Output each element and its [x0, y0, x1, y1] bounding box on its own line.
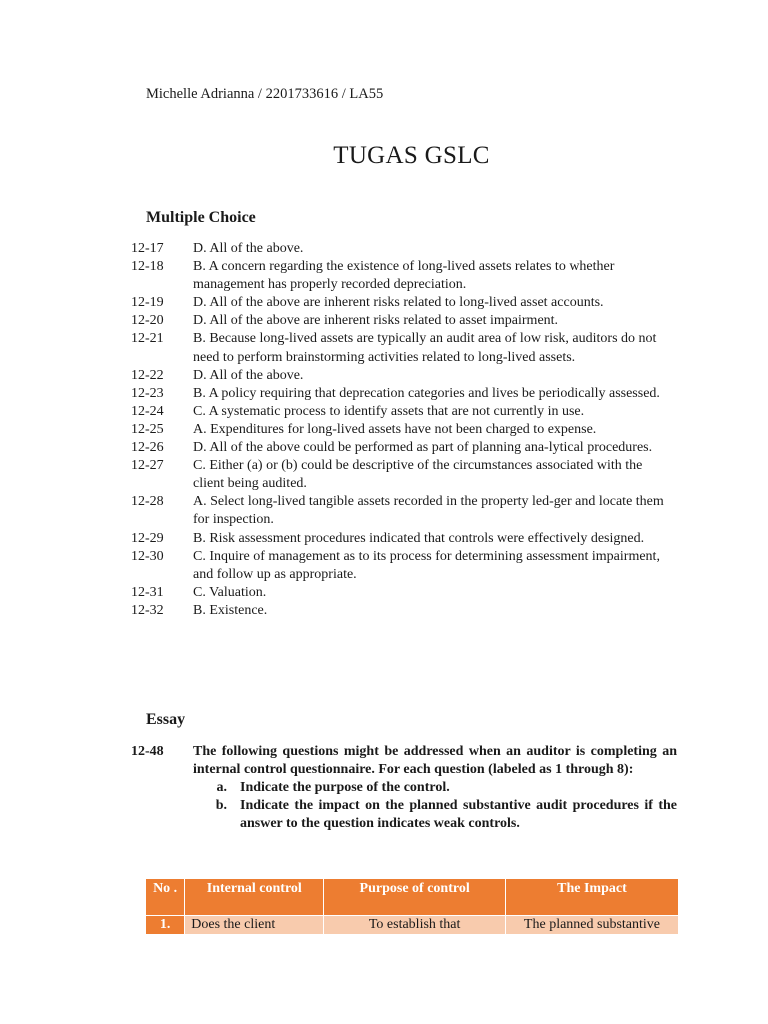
- answer-text: D. All of the above are inherent risks related to asset impairment.: [193, 313, 559, 329]
- cell-impact: The planned substantive: [505, 916, 678, 935]
- question-number: 12-26: [131, 440, 164, 456]
- essay-question: [131, 743, 677, 833]
- question-number: 12-30: [131, 548, 164, 564]
- list-item: [131, 240, 671, 258]
- question-number: 12-29: [131, 530, 164, 546]
- list-item: [131, 421, 671, 439]
- question-number: 12-18: [131, 259, 164, 275]
- table-header-row: [146, 879, 678, 916]
- answer-text: C. Inquire of management as to its process for determining assessment impairment, and follow up as appropriate.: [193, 548, 660, 582]
- internal-control-table: [146, 879, 678, 934]
- question-number: 12-19: [131, 295, 164, 311]
- list-item: [131, 258, 671, 294]
- question-number: 12-28: [131, 494, 164, 510]
- answer-text: D. All of the above are inherent risks related to long-lived asset accounts.: [193, 295, 604, 311]
- answer-text: B. A concern regarding the existence of long-lived assets relates to whether management has properly recorded depreciation.: [193, 259, 615, 293]
- answer-text: B. Risk assessment procedures indicated that controls were effectively designed.: [193, 530, 645, 546]
- author-line: Michelle Adrianna / 2201733616 / LA55: [146, 86, 384, 102]
- header-no: No .: [146, 879, 185, 916]
- table-row: [146, 916, 678, 935]
- multiple-choice-heading: Multiple Choice: [146, 209, 256, 226]
- header-internal-control: Internal control: [185, 879, 324, 916]
- question-number: 12-24: [131, 403, 164, 419]
- answer-text: A. Select long-lived tangible assets recorded in the property led-ger and locate them for inspection.: [193, 494, 664, 528]
- question-number: 12-23: [131, 385, 164, 401]
- cell-internal-control: Does the client: [185, 916, 324, 935]
- answer-text: B. A policy requiring that deprecation categories and lives be periodically assessed.: [193, 385, 660, 401]
- answer-text: B. Existence.: [193, 602, 268, 618]
- list-item: [131, 403, 671, 421]
- document-title: TUGAS GSLC: [333, 142, 490, 169]
- list-item: [131, 367, 671, 385]
- answer-text: A. Expenditures for long-lived assets have not been charged to expense.: [193, 421, 597, 437]
- essay-sublist: [193, 779, 677, 833]
- list-item: [131, 294, 671, 312]
- question-number: 12-32: [131, 602, 164, 618]
- list-item: [131, 457, 671, 493]
- answer-text: C. Valuation.: [193, 584, 267, 600]
- cell-no: 1.: [146, 916, 185, 935]
- question-number: 12-27: [131, 458, 164, 474]
- sub-label: a.: [216, 780, 227, 796]
- answer-text: B. Because long-lived assets are typically an audit area of low risk, auditors do not need to perform brainstorming activities related to long-lived assets.: [193, 331, 657, 365]
- list-item: [131, 439, 671, 457]
- list-item: [131, 602, 671, 620]
- question-number: 12-22: [131, 367, 164, 383]
- list-item: [131, 530, 671, 548]
- answer-text: D. All of the above.: [193, 241, 304, 256]
- essay-body: [193, 743, 677, 833]
- cell-purpose: To establish that: [324, 916, 506, 935]
- question-number: 12-17: [131, 241, 164, 256]
- sub-label: b.: [215, 798, 227, 814]
- list-item: [193, 797, 677, 833]
- answer-text: D. All of the above could be performed as part of planning ana-lytical procedures.: [193, 440, 653, 456]
- question-number: 12-21: [131, 331, 164, 347]
- sub-text: Indicate the impact on the planned substantive audit procedures if the answer to the question indicates weak controls.: [240, 798, 677, 832]
- answer-text: C. Either (a) or (b) could be descriptive of the circumstances associated with the client being audited.: [193, 458, 643, 492]
- list-item: [131, 385, 671, 403]
- list-item: [131, 330, 671, 366]
- question-number: 12-31: [131, 584, 164, 600]
- answer-text: D. All of the above.: [193, 367, 304, 383]
- list-item: [131, 584, 671, 602]
- question-number: 12-20: [131, 313, 164, 329]
- list-item: [131, 312, 671, 330]
- question-number: 12-25: [131, 421, 164, 437]
- list-item: [193, 779, 677, 797]
- multiple-choice-list: [131, 240, 671, 620]
- header-impact: The Impact: [505, 879, 678, 916]
- essay-heading: Essay: [146, 711, 186, 728]
- list-item: [131, 493, 671, 529]
- header-purpose: Purpose of control: [324, 879, 506, 916]
- list-item: [131, 548, 671, 584]
- answer-text: C. A systematic process to identify assets that are not currently in use.: [193, 403, 585, 419]
- essay-text: The following questions might be addressed when an auditor is completing an internal control questionnaire. For each question (labeled as 1 through 8):: [193, 744, 677, 778]
- essay-number: 12-48: [131, 744, 164, 759]
- sub-text: Indicate the purpose of the control.: [240, 780, 450, 796]
